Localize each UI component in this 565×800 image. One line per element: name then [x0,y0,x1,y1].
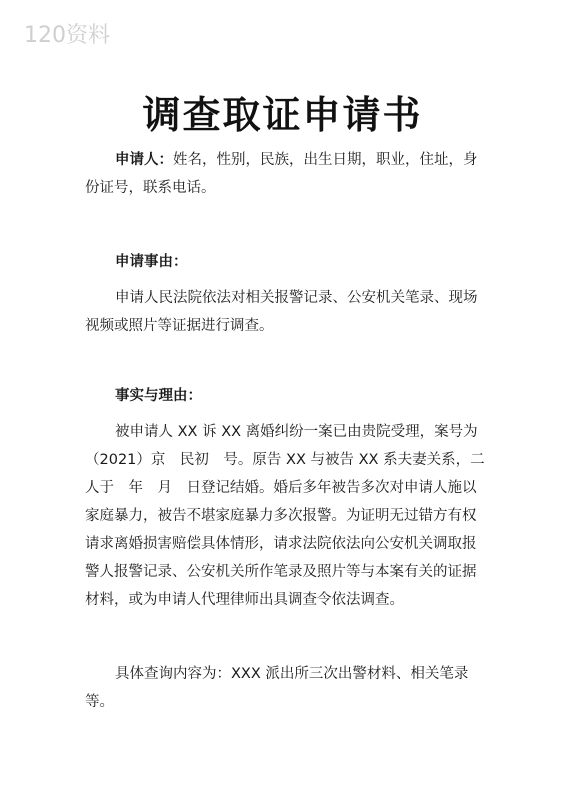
watermark: 120资料 [24,23,110,48]
applicant-paragraph [85,146,485,202]
facts-paragraph-2: 具体查询内容为：XXX 派出所三次出警材料、相关笔录等。 [85,666,469,710]
document-title: 调查取证申请书 [142,92,423,137]
applicant-colon: ： [158,152,173,168]
reason-heading: 申请事由： [115,254,188,270]
reason-text: 申请人民法院依法对相关报警记录、公安机关笔录、现场视频或照片等证据进行调查。 [85,290,478,334]
facts-paragraph-1: 被申请人 XX 诉 XX 离婚纠纷一案已由贵院受理，案号为（2021）京 民初 号。原告 XX 与被告 XX 系夫妻关系，二人于 年 月 日登记结婚。婚后多年被告多次对申请人施以家庭暴力，被告不堪家庭暴力多次报警。为证明无过错方有权请求离婚损害赔偿具体情形，请求法院依法向公安机关调取报警人报警记录、公安机关所作笔录及照片等与本案有关的证据材料，或为申请人代理律师出具调查令依法调查。 [85,424,485,608]
applicant-text: 姓名，性别，民族，出生日期，职业，住址，身份证号，联系电话。 [85,152,478,196]
applicant-label: 申请人 [115,152,159,168]
facts-heading: 事实与理由： [115,388,202,404]
